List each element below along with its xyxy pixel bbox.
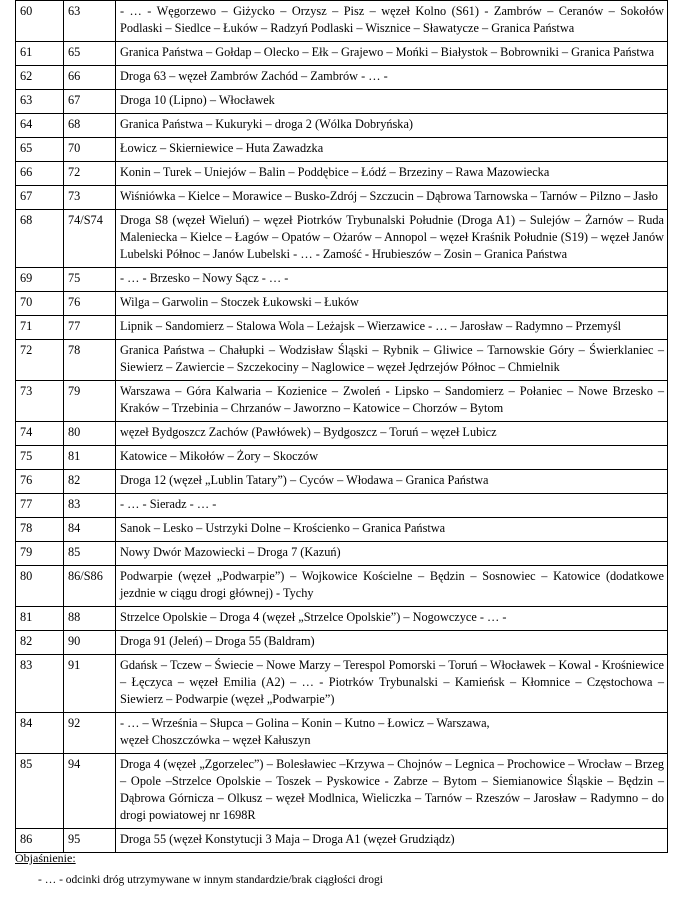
route-description-cell: Wiśniówka – Kielce – Morawice – Busko-Zdrój – Szczucin – Dąbrowa Tarnowska – Tarnów – Pilzno – Jasło (116, 186, 668, 210)
row-number-cell: 61 (16, 42, 64, 66)
route-description-cell: Podwarpie (węzeł „Podwarpie”) – Wojkowice Kościelne – Będzin – Sosnowiec – Katowice (dodatkowe jezdnie w ciągu drogi głównej) - Tychy (116, 566, 668, 607)
road-number-cell: 63 (64, 1, 116, 42)
table-row (16, 754, 668, 829)
road-number-cell: 90 (64, 631, 116, 655)
legend-title: Objaśnienie: (15, 851, 76, 865)
row-number-cell: 75 (16, 446, 64, 470)
road-number-cell: 79 (64, 381, 116, 422)
route-description-cell: Droga 55 (węzeł Konstytucji 3 Maja – Droga A1 (węzeł Grudziądz) (116, 829, 668, 853)
table-row (16, 381, 668, 422)
row-number-cell: 67 (16, 186, 64, 210)
table-row (16, 138, 668, 162)
row-number-cell: 64 (16, 114, 64, 138)
road-number-cell: 88 (64, 607, 116, 631)
table-row (16, 268, 668, 292)
route-description-cell: Warszawa – Góra Kalwaria – Kozienice – Zwoleń - Lipsko – Sandomierz – Połaniec – Nowe Brzesko – Kraków – Trzebinia – Chrzanów – Jaworzno – Katowice – Chorzów – Bytom (116, 381, 668, 422)
table-row (16, 470, 668, 494)
table-row (16, 655, 668, 713)
route-description-cell: - … - Węgorzewo – Giżycko – Orzysz – Pisz – węzeł Kolno (S61) - Zambrów – Ceranów – Sokołów Podlaski – Siedlce – Łuków – Radzyń Podlaski – Wisznice – Sławatycze – Granica Państwa (116, 1, 668, 42)
road-number-cell: 73 (64, 186, 116, 210)
table-row (16, 829, 668, 853)
table-row (16, 114, 668, 138)
route-description-cell: Gdańsk – Tczew – Świecie – Nowe Marzy – Terespol Pomorski – Toruń – Włocławek – Kowal - Krośniewice – Łęczyca – węzeł Emilia (A2) – … - Piotrków Trybunalski – Kamieńsk – Kłomnice – Częstochowa – Siewierz – Podwarpie (węzeł „Podwarpie”) (116, 655, 668, 713)
road-number-cell: 78 (64, 340, 116, 381)
table-row (16, 631, 668, 655)
route-description-cell: Droga S8 (węzeł Wieluń) – węzeł Piotrków Trybunalski Południe (Droga A1) – Sulejów – Żarnów – Ruda Maleniecka – Kielce – Łagów – Opatów – Ożarów – Annopol – węzeł Kraśnik Południe (S19) – węzeł Janów Lubelski Północ – Janów Lubelski - … - Zamość - Hrubieszów – Zosin – Granica Państwa (116, 210, 668, 268)
route-description-cell: Granica Państwa – Kukuryki – droga 2 (Wólka Dobryńska) (116, 114, 668, 138)
table-row (16, 422, 668, 446)
road-number-cell: 67 (64, 90, 116, 114)
route-description-cell: węzeł Bydgoszcz Zachów (Pawłówek) – Bydgoszcz – Toruń – węzeł Lubicz (116, 422, 668, 446)
road-number-cell: 94 (64, 754, 116, 829)
table-row (16, 446, 668, 470)
road-number-cell: 76 (64, 292, 116, 316)
route-description-cell: Katowice – Mikołów – Żory – Skoczów (116, 446, 668, 470)
row-number-cell: 71 (16, 316, 64, 340)
row-number-cell: 85 (16, 754, 64, 829)
roads-table (15, 0, 668, 853)
roads-table-body (16, 1, 668, 853)
road-number-cell: 85 (64, 542, 116, 566)
road-number-cell: 91 (64, 655, 116, 713)
road-number-cell: 92 (64, 713, 116, 754)
route-description-cell: Droga 91 (Jeleń) – Droga 55 (Baldram) (116, 631, 668, 655)
table-row (16, 607, 668, 631)
row-number-cell: 65 (16, 138, 64, 162)
row-number-cell: 76 (16, 470, 64, 494)
row-number-cell: 82 (16, 631, 64, 655)
route-description-cell: Droga 12 (węzeł „Lublin Tatary”) – Cyców – Włodawa – Granica Państwa (116, 470, 668, 494)
row-number-cell: 72 (16, 340, 64, 381)
route-description-cell: - … - Brzesko – Nowy Sącz - … - (116, 268, 668, 292)
road-number-cell: 84 (64, 518, 116, 542)
road-number-cell: 75 (64, 268, 116, 292)
table-row (16, 542, 668, 566)
road-number-cell: 95 (64, 829, 116, 853)
row-number-cell: 86 (16, 829, 64, 853)
row-number-cell: 70 (16, 292, 64, 316)
table-row (16, 162, 668, 186)
road-number-cell: 66 (64, 66, 116, 90)
row-number-cell: 78 (16, 518, 64, 542)
row-number-cell: 68 (16, 210, 64, 268)
route-description-cell: Nowy Dwór Mazowiecki – Droga 7 (Kazuń) (116, 542, 668, 566)
route-description-cell: Granica Państwa – Gołdap – Olecko – Ełk – Grajewo – Mońki – Białystok – Bobrowniki – Granica Państwa (116, 42, 668, 66)
route-description-cell: Granica Państwa – Chałupki – Wodzisław Śląski – Rybnik – Gliwice – Tarnowskie Góry – Świerklaniec – Siewierz – Zawiercie – Szczekociny – Naglowice – węzeł Jędrzejów Północ – Chmielnik (116, 340, 668, 381)
row-number-cell: 79 (16, 542, 64, 566)
route-description-cell: Sanok – Lesko – Ustrzyki Dolne – Krościenko – Granica Państwa (116, 518, 668, 542)
route-description-cell: Droga 10 (Lipno) – Włocławek (116, 90, 668, 114)
road-number-cell: 74/S74 (64, 210, 116, 268)
row-number-cell: 81 (16, 607, 64, 631)
row-number-cell: 73 (16, 381, 64, 422)
table-row (16, 713, 668, 754)
table-row (16, 90, 668, 114)
table-row (16, 518, 668, 542)
road-number-cell: 86/S86 (64, 566, 116, 607)
road-number-cell: 77 (64, 316, 116, 340)
road-number-cell: 81 (64, 446, 116, 470)
route-description-cell: Konin – Turek – Uniejów – Balin – Poddębice – Łódź – Brzeziny – Rawa Mazowiecka (116, 162, 668, 186)
legend-item: - … - odcinki dróg utrzymywane w innym standardzie/brak ciągłości drogi (38, 874, 383, 886)
table-row (16, 316, 668, 340)
route-description-cell: Droga 63 – węzeł Zambrów Zachód – Zambrów - … - (116, 66, 668, 90)
row-number-cell: 66 (16, 162, 64, 186)
route-description-cell: Lipnik – Sandomierz – Stalowa Wola – Leżajsk – Wierzawice - … – Jarosław – Radymno – Przemyśl (116, 316, 668, 340)
road-number-cell: 80 (64, 422, 116, 446)
row-number-cell: 83 (16, 655, 64, 713)
table-row (16, 210, 668, 268)
route-description-cell: - … – Września – Słupca – Golina – Konin – Kutno – Łowicz – Warszawa, węzeł Choszczówka – węzeł Kałuszyn (116, 713, 668, 754)
table-row (16, 494, 668, 518)
road-number-cell: 72 (64, 162, 116, 186)
route-description-cell: Droga 4 (węzeł „Zgorzelec”) – Bolesławiec –Krzywa – Chojnów – Legnica – Prochowice – Wrocław – Brzeg – Opole –Strzelce Opolskie – Toszek – Pyskowice - Zabrze – Bytom – Siemianowice Śląskie – Będzin – Dąbrowa Górnicza – Olkusz – węzeł Modlnica, Wieliczka – Tarnów – Rzeszów – Jarosław – Radymno – do drogi powiatowej nr 1698R (116, 754, 668, 829)
route-description-cell: - … - Sieradz - … - (116, 494, 668, 518)
row-number-cell: 69 (16, 268, 64, 292)
row-number-cell: 63 (16, 90, 64, 114)
row-number-cell: 74 (16, 422, 64, 446)
road-number-cell: 68 (64, 114, 116, 138)
row-number-cell: 62 (16, 66, 64, 90)
road-number-cell: 82 (64, 470, 116, 494)
table-row (16, 340, 668, 381)
road-number-cell: 70 (64, 138, 116, 162)
row-number-cell: 77 (16, 494, 64, 518)
road-number-cell: 83 (64, 494, 116, 518)
route-description-cell: Wilga – Garwolin – Stoczek Łukowski – Łuków (116, 292, 668, 316)
row-number-cell: 60 (16, 1, 64, 42)
table-row (16, 566, 668, 607)
table-row (16, 66, 668, 90)
row-number-cell: 80 (16, 566, 64, 607)
row-number-cell: 84 (16, 713, 64, 754)
table-row (16, 186, 668, 210)
road-number-cell: 65 (64, 42, 116, 66)
table-row (16, 1, 668, 42)
table-row (16, 292, 668, 316)
route-description-cell: Łowicz – Skierniewice – Huta Zawadzka (116, 138, 668, 162)
table-row (16, 42, 668, 66)
route-description-cell: Strzelce Opolskie – Droga 4 (węzeł „Strzelce Opolskie”) – Nogowczyce - … - (116, 607, 668, 631)
